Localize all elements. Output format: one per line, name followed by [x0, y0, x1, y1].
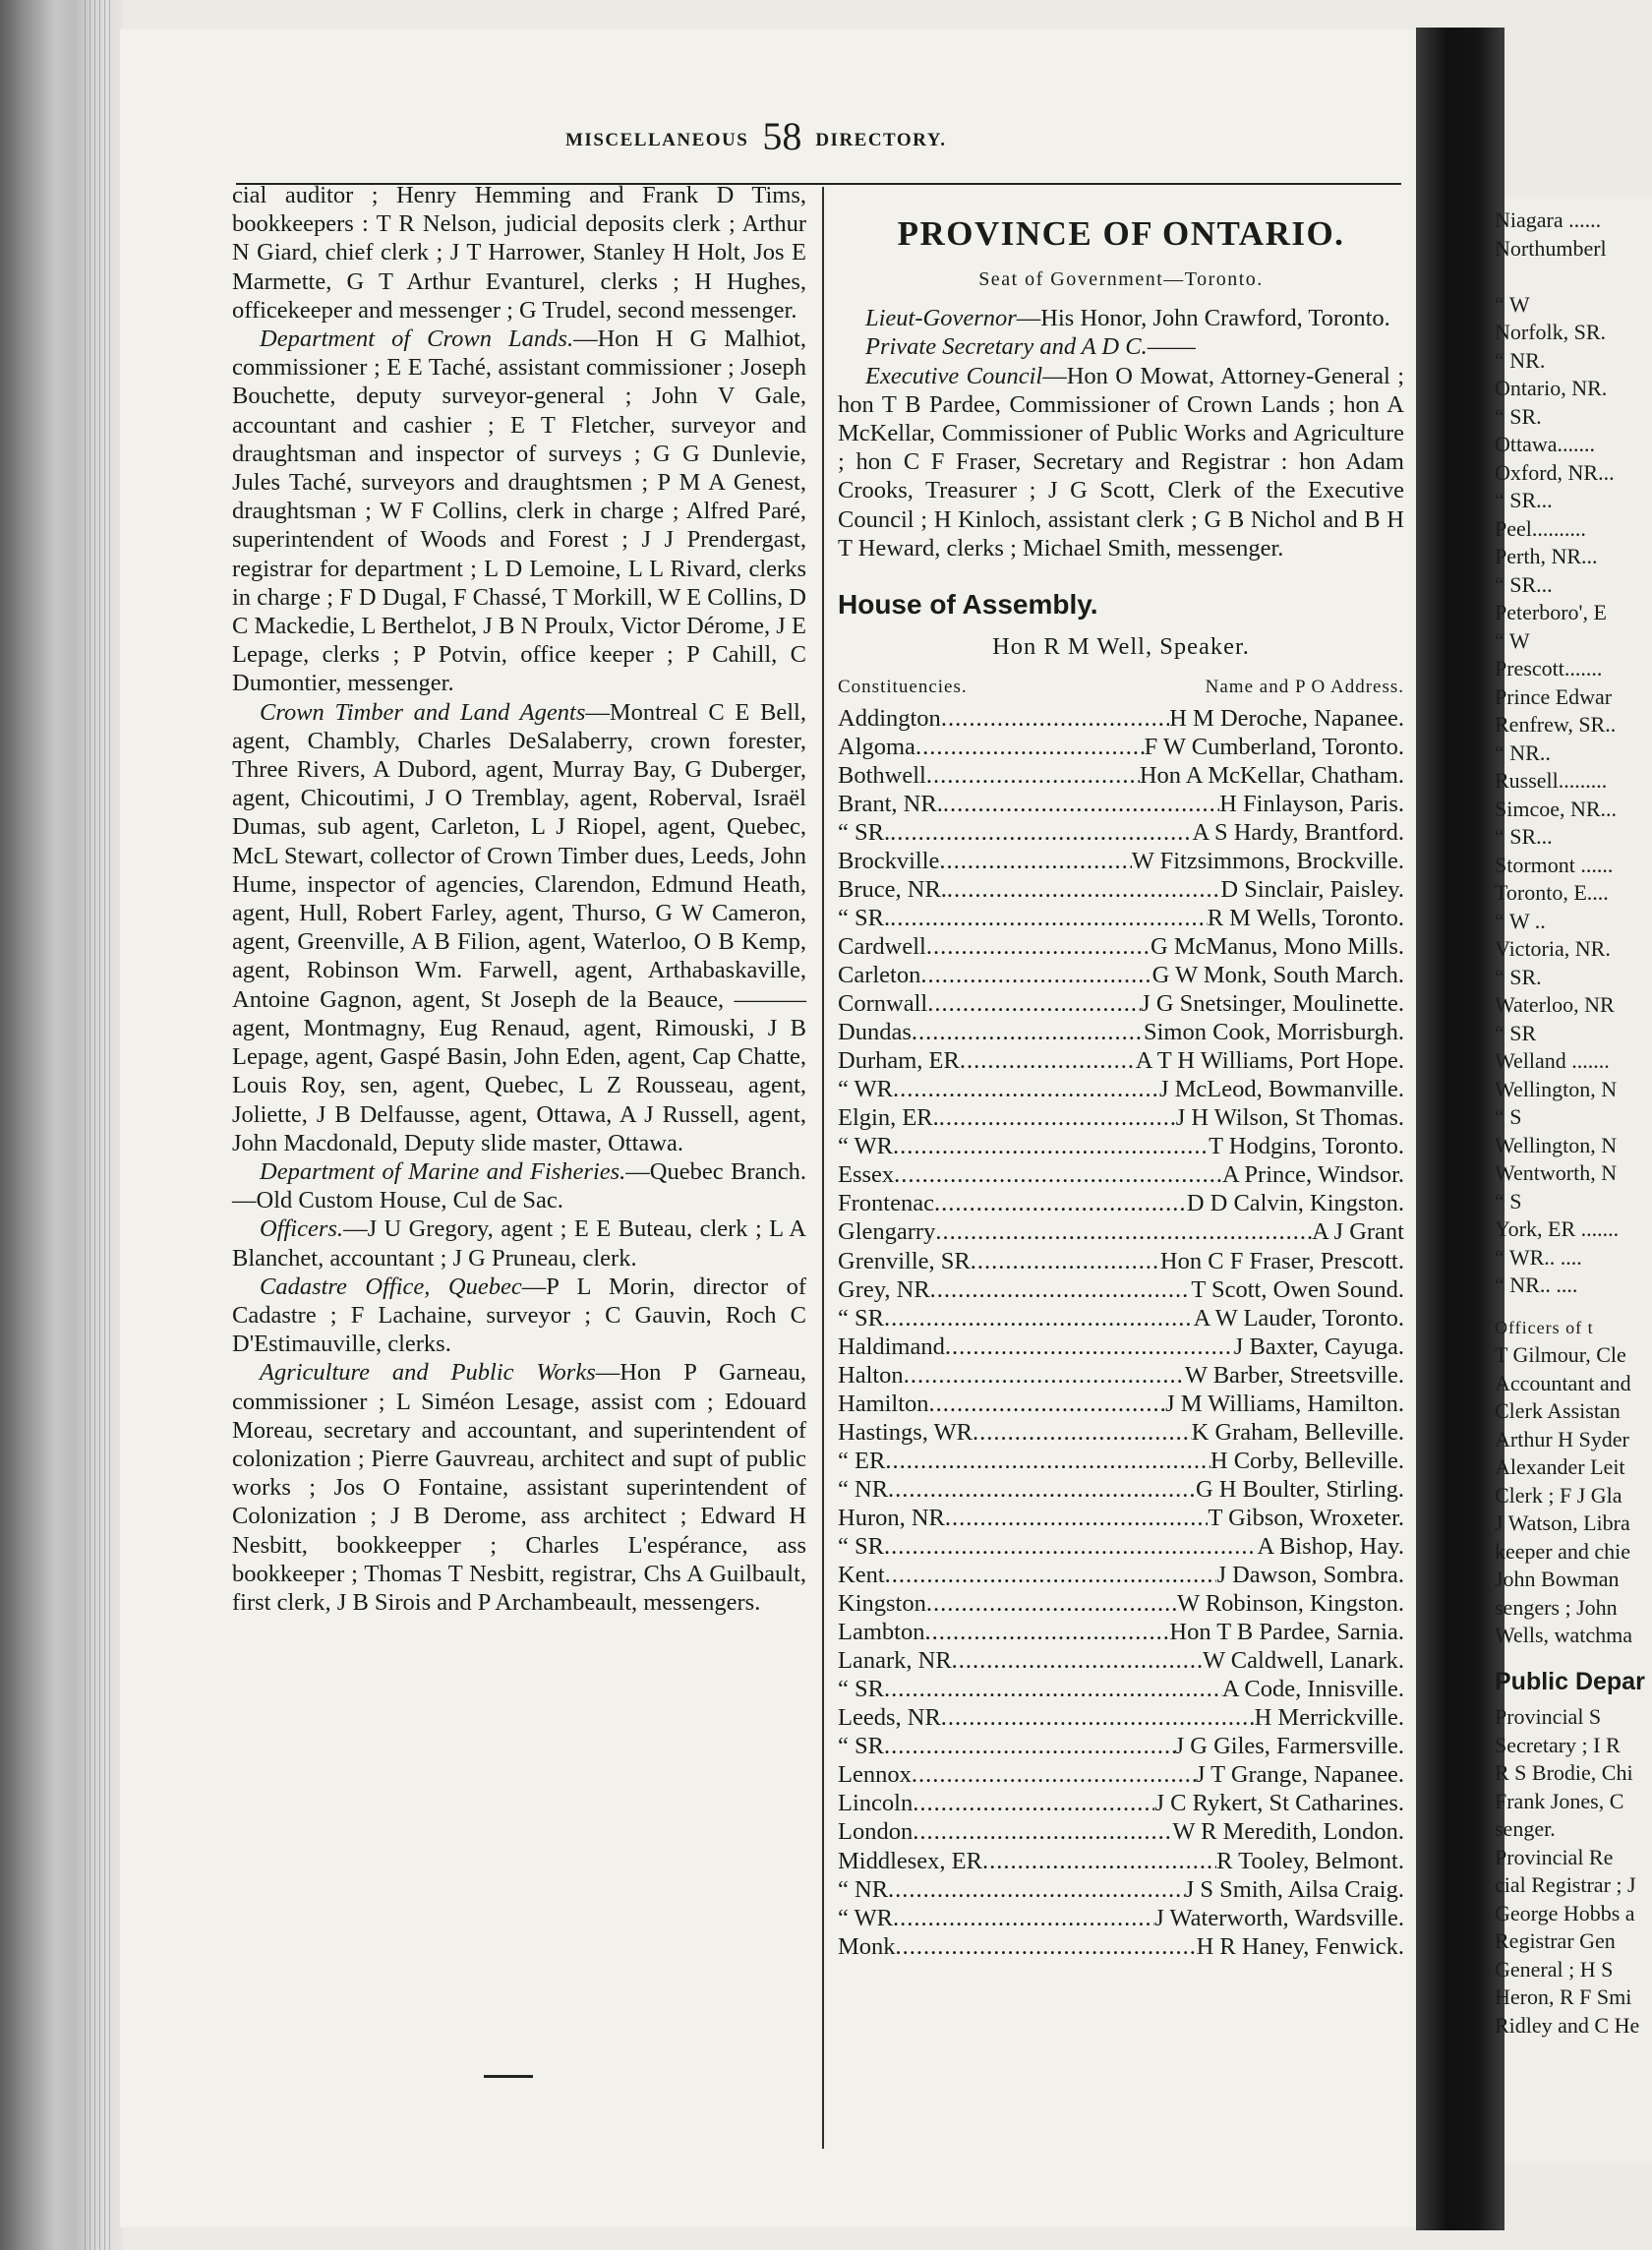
constituency-row — [838, 1732, 1404, 1760]
facing-line: “ WR.. .... — [1495, 1244, 1582, 1270]
facing-line: Northumberl — [1495, 235, 1607, 261]
constituency-name: Middlesex, ER — [838, 1847, 982, 1874]
member-name: H Merrickville. — [1254, 1704, 1404, 1732]
middle-column — [838, 181, 1404, 1961]
facing-line: Clerk Assistan — [1495, 1398, 1621, 1423]
member-name: K Graham, Belleville. — [1191, 1418, 1404, 1446]
facing-line — [1495, 263, 1652, 291]
section-head: Agriculture and Public Works — [260, 1359, 596, 1387]
constituency-row — [838, 704, 1404, 733]
book-gutter — [1416, 28, 1504, 2230]
member-name: J Waterworth, Wardsville. — [1154, 1904, 1404, 1931]
leader-dots — [913, 1789, 1154, 1817]
facing-line: “ NR. — [1495, 347, 1546, 373]
section-head: Crown Timber and Land Agents — [260, 698, 586, 726]
facing-line: Prince Edwar — [1495, 683, 1613, 709]
province-title: PROVINCE OF ONTARIO. — [897, 214, 1345, 253]
constituency-name: Kent — [838, 1562, 885, 1589]
constituency-name: “ WR — [838, 1904, 894, 1931]
leader-dots — [904, 1361, 1185, 1390]
member-name: H Finlayson, Paris. — [1219, 790, 1404, 817]
facing-line: Wellington, N — [1495, 1076, 1618, 1101]
member-name: J Baxter, Cayuga. — [1233, 1332, 1404, 1360]
constituency-name: Algoma — [838, 733, 915, 760]
constituency-name: Leeds, NR — [838, 1704, 941, 1732]
leader-dots — [885, 1447, 1210, 1475]
facing-officers — [1495, 1341, 1652, 1650]
constituency-row — [838, 1217, 1404, 1246]
leader-dots — [893, 1075, 1159, 1103]
member-name: J S Smith, Ailsa Craig. — [1184, 1875, 1404, 1903]
constituency-row — [838, 1189, 1404, 1217]
facing-line: senger. — [1495, 1816, 1556, 1841]
header-left: MISCELLANEOUS — [565, 130, 749, 150]
constituency-name: Lincoln — [838, 1790, 914, 1817]
member-name: W Robinson, Kingston. — [1177, 1590, 1404, 1618]
paragraph: cial auditor ; Henry Hemming and Frank D Tims, bookkeepers : T R Nelson, judicial deposits clerk ; Arthur N Giard, chief clerk ; J T Harrower, Stanley H Holt, Jos E Marmette, G T Arthur Evanturel, clerks ; H Hughes, officekeeper and messenger ; G Trudel, second messenger. — [232, 182, 806, 324]
constituency-row — [838, 1046, 1404, 1075]
facing-line: John Bowman — [1495, 1567, 1620, 1591]
constituency-name: Cornwall — [838, 990, 928, 1018]
member-name: D D Calvin, Kingston. — [1186, 1190, 1404, 1217]
constituency-row — [838, 1760, 1404, 1789]
facing-line: “ S — [1495, 1188, 1522, 1214]
section-head: Private Secretary and A D C. — [865, 333, 1148, 361]
member-name: R Tooley, Belmont. — [1216, 1847, 1404, 1874]
paragraph: Lieut-Governor—His Honor, John Crawford, Toronto. — [865, 305, 1390, 332]
constituency-name: Hamilton — [838, 1390, 929, 1417]
constituency-row — [838, 932, 1404, 961]
constituency-list — [838, 704, 1404, 1961]
facing-line: Renfrew, SR.. — [1495, 712, 1617, 737]
constituency-row — [838, 961, 1404, 989]
constituency-row — [838, 1018, 1404, 1046]
leader-dots — [912, 1760, 1196, 1789]
constituency-row — [838, 1504, 1404, 1532]
constituency-name: Lanark, NR — [838, 1647, 952, 1675]
constituency-row — [838, 1418, 1404, 1447]
member-name: W Caldwell, Lanark. — [1202, 1647, 1404, 1675]
constituency-row — [838, 761, 1404, 790]
leader-dots — [941, 704, 1169, 733]
list-header-right: Name and P O Address. — [1205, 677, 1404, 698]
member-name: Hon A McKellar, Chatham. — [1139, 761, 1404, 789]
public-dept-heading: Public Depar — [1495, 1667, 1645, 1695]
constituency-row — [838, 1361, 1404, 1390]
facing-line: “ S — [1495, 1104, 1522, 1129]
constituency-name: Monk — [838, 1932, 896, 1960]
leader-dots — [960, 1046, 1136, 1075]
leader-dots — [888, 1875, 1185, 1904]
leader-dots — [890, 904, 1208, 932]
leader-dots — [926, 1589, 1177, 1618]
constituency-name: “ SR — [838, 1676, 884, 1703]
facing-line: “ W .. — [1495, 908, 1546, 933]
facing-line: Wellington, N — [1495, 1132, 1618, 1157]
member-name: G McManus, Mono Mills. — [1150, 933, 1404, 961]
member-name: Hon T B Pardee, Sarnia. — [1169, 1619, 1404, 1646]
facing-line: “ SR... — [1495, 571, 1553, 597]
leader-dots — [884, 1675, 1222, 1703]
constituency-row — [838, 790, 1404, 818]
facing-line: “ SR... — [1495, 488, 1553, 512]
leader-dots — [884, 1532, 1258, 1561]
facing-line: Peterboro', E — [1495, 600, 1607, 624]
facing-line: sengers ; John — [1495, 1594, 1618, 1620]
constituency-name: Kingston — [838, 1590, 926, 1618]
member-name: A W Lauder, Toronto. — [1193, 1304, 1404, 1332]
facing-line: “ W — [1495, 627, 1530, 653]
constituency-name: Carleton — [838, 962, 921, 989]
leader-dots — [913, 1817, 1172, 1846]
leader-dots — [939, 847, 1131, 875]
constituency-row — [838, 1247, 1404, 1275]
constituency-row — [838, 1646, 1404, 1675]
leader-dots — [982, 1847, 1216, 1875]
member-name: J C Rykert, St Catharines. — [1154, 1790, 1404, 1817]
constituency-name: “ WR — [838, 1076, 894, 1103]
member-name: F W Cumberland, Toronto. — [1144, 733, 1404, 760]
member-name: J McLeod, Bowmanville. — [1158, 1076, 1404, 1103]
facing-public — [1495, 1703, 1652, 2040]
constituency-row — [838, 818, 1404, 847]
running-header — [565, 113, 946, 159]
member-name: D Sinclair, Paisley. — [1220, 875, 1404, 903]
constituency-name: “ SR. — [838, 818, 891, 846]
member-name: Hon C F Fraser, Prescott. — [1159, 1247, 1404, 1274]
leader-dots — [926, 932, 1150, 961]
facing-line: Norfolk, SR. — [1495, 320, 1607, 344]
constituency-name: Elgin, ER. — [838, 1104, 939, 1132]
column-divider — [822, 187, 824, 2149]
constituency-name: “ NR — [838, 1475, 889, 1503]
member-name: R M Wells, Toronto. — [1207, 904, 1404, 931]
leader-dots — [896, 1932, 1197, 1961]
section-head: Department of Crown Lands. — [260, 326, 574, 353]
member-name: T Gibson, Wroxeter. — [1208, 1504, 1404, 1531]
constituency-row — [838, 1703, 1404, 1732]
constituency-name: “ SR — [838, 1733, 884, 1760]
member-name: A Prince, Windsor. — [1221, 1161, 1404, 1189]
paragraph: Officers.—J U Gregory, agent ; E E Buteau, clerk ; L A Blanchet, accountant ; J G Pruneau, clerk. — [232, 1215, 806, 1272]
facing-line: “ SR. — [1495, 964, 1542, 989]
constituency-row — [838, 1304, 1404, 1332]
constituency-row — [838, 1075, 1404, 1103]
member-name: W Barber, Streetsville. — [1184, 1361, 1404, 1389]
facing-line: Ottawa....... — [1495, 432, 1596, 456]
member-name: J G Giles, Farmersville. — [1174, 1733, 1404, 1760]
constituency-row — [838, 1875, 1404, 1904]
constituency-name: Dundas — [838, 1019, 912, 1046]
facing-line: Oxford, NR... — [1495, 459, 1615, 485]
leader-dots — [888, 1475, 1196, 1504]
member-name: A Code, Innisville. — [1221, 1676, 1404, 1703]
leader-dots — [930, 1275, 1192, 1304]
constituency-row — [838, 1475, 1404, 1504]
leader-dots — [927, 989, 1141, 1018]
member-name: J T Grange, Napanee. — [1195, 1761, 1404, 1789]
paragraph: Agriculture and Public Works—Hon P Garneau, commissioner ; L Siméon Lesage, assist com ; Edouard Moreau, secretary and accountant, and superintendent of colonization ; Pierre Gauvreau, architect and supt of public works ; Jos O Fontaine, assistant superintendent of Colonization ; J B Derome, ass architect ; Edward H Nesbitt, bookkeepper ; Charles L'espérance, ass bookkeeper ; Thomas T Nesbitt, registrar, Chs A Guilbault, first clerk, J B Sirois and P Archambeault, messengers. — [232, 1359, 806, 1616]
facing-line: Ontario, NR. — [1495, 376, 1608, 400]
constituency-row — [838, 904, 1404, 932]
facing-line: T Gilmour, Cle — [1495, 1342, 1626, 1367]
leader-dots — [920, 961, 1151, 989]
leader-dots — [912, 1018, 1144, 1046]
constituency-name: Grey, NR — [838, 1275, 930, 1303]
constituency-name: London — [838, 1818, 914, 1846]
constituency-name: “ SR. — [838, 904, 891, 931]
paragraph: Crown Timber and Land Agents—Montreal C E Bell, agent, Chambly, Charles DeSalaberry, crown forester, Three Rivers, A Dubord, agent, Murray Bay, G Duberger, agent, Chicoutimi, J O Tremblay, agent, Roberval, Israël Dumas, sub agent, Carleton, L J Riopel, agent, Quebec, McL Stewart, collector of Crown Timber dues, Leeds, John Hume, inspector of agencies, Clarendon, Edmund Heath, agent, Hull, Robert Farley, agent, Thurso, G W Cameron, agent, Greenville, A B Filion, agent, Waterloo, O B Kemp, agent, Robinson Wm. Farwell, agent, Arthabaskaville, Antoine Gagnon, agent, St Joseph de la Beauce, ——— agent, Montmagny, Eug Renaud, agent, Rimouski, J B Lepage, agent, Gaspé Basin, John Eden, agent, Cap Chatte, Louis Roy, sen, agent, Quebec, L Z Rousseau, agent, Joliette, J B Delfausse, agent, Ottawa, A J Russell, agent, John Macdonald, Deputy slide master, Ottawa. — [232, 698, 806, 1156]
facing-line: Russell......... — [1495, 768, 1608, 793]
member-name: A J Grant — [1312, 1218, 1404, 1246]
constituency-name: Lambton — [838, 1619, 925, 1646]
facing-line: Welland ....... — [1495, 1048, 1610, 1073]
constituency-row — [838, 1904, 1404, 1932]
member-name: G H Boulter, Stirling. — [1195, 1475, 1404, 1503]
member-name: H R Haney, Fenwick. — [1196, 1932, 1404, 1960]
constituency-row — [838, 1847, 1404, 1875]
facing-line: “ SR — [1495, 1020, 1537, 1045]
facing-line: Toronto, E.... — [1495, 880, 1609, 905]
facing-line: Heron, R F Smi — [1495, 1984, 1632, 2009]
section-head: Cadastre Office, Quebec — [260, 1273, 522, 1300]
constituency-row — [838, 875, 1404, 904]
constituency-name: Addington — [838, 704, 941, 732]
paragraph: Department of Marine and Fisheries.—Quebec Branch.—Old Custom House, Cul de Sac. — [232, 1157, 806, 1214]
constituency-row — [838, 1447, 1404, 1475]
member-name: J H Wilson, St Thomas. — [1175, 1104, 1404, 1132]
leader-dots — [885, 1561, 1217, 1589]
facing-line: J Watson, Libra — [1495, 1510, 1630, 1535]
facing-line: Prescott....... — [1495, 656, 1603, 681]
facing-line: Accountant and — [1495, 1370, 1631, 1395]
facing-line: Alexander Leit — [1495, 1454, 1625, 1479]
constituency-row — [838, 847, 1404, 875]
facing-line: Provincial S — [1495, 1704, 1602, 1729]
leader-dots — [890, 818, 1192, 847]
constituency-row — [838, 1561, 1404, 1589]
paragraph: Cadastre Office, Quebec—P L Morin, director of Cadastre ; F Lachaine, surveyor ; C Gauvin, Roch C D'Estimauville, clerks. — [232, 1273, 806, 1358]
leader-dots — [935, 1217, 1312, 1246]
member-name: Simon Cook, Morrisburgh. — [1144, 1019, 1404, 1046]
leader-dots — [971, 1247, 1160, 1275]
facing-page-text — [1495, 207, 1652, 2040]
facing-line: General ; H S — [1495, 1956, 1614, 1982]
constituency-name: Bruce, NR. — [838, 875, 947, 903]
member-name: J M Williams, Hamilton. — [1165, 1390, 1404, 1417]
paragraph: Executive Council—Hon O Mowat, Attorney-General ; hon T B Pardee, Commissioner of Crown Lands ; hon A McKellar, Commissioner of Public Works and Agriculture ; hon C F Fraser, Secretary and Registrar : hon Adam Crooks, Treasurer ; J G Scott, Clerk of the Executive Council ; H Kinloch, assistant clerk ; G B Nichol and B H T Heward, clerks ; Michael Smith, messenger. — [838, 362, 1405, 562]
member-name: W Fitzsimmons, Brockville. — [1131, 847, 1404, 874]
end-rule — [484, 2075, 533, 2078]
facing-line: Wentworth, N — [1495, 1160, 1618, 1185]
facing-line: Secretary ; I R — [1495, 1732, 1621, 1757]
constituency-name: “ NR — [838, 1875, 889, 1903]
list-header-left: Constituencies. — [838, 677, 968, 698]
constituency-name: Bothwell — [838, 761, 926, 789]
constituency-name: “ SR — [838, 1533, 884, 1560]
facing-line: Stormont ...... — [1495, 852, 1614, 877]
constituency-row — [838, 1275, 1404, 1304]
leader-dots — [926, 761, 1140, 790]
leader-dots — [924, 1618, 1169, 1646]
leader-dots — [894, 1160, 1222, 1189]
speaker-line: Hon R M Well, Speaker. — [992, 633, 1250, 661]
member-name: H Corby, Belleville. — [1210, 1447, 1404, 1474]
constituency-name: Essex — [838, 1161, 895, 1189]
assembly-heading: House of Assembly. — [838, 589, 1098, 621]
constituency-name: Halton — [838, 1361, 904, 1389]
constituency-row — [838, 1103, 1404, 1132]
officers-heading: Officers of t — [1495, 1317, 1594, 1337]
constituency-name: Huron, NR — [838, 1504, 945, 1531]
constituency-row — [838, 1160, 1404, 1189]
section-head: Officers. — [260, 1215, 344, 1243]
facing-line: Registrar Gen — [1495, 1928, 1616, 1953]
leader-dots — [893, 1904, 1154, 1932]
leader-dots — [943, 790, 1219, 818]
section-head: Executive Council — [865, 362, 1043, 389]
constituency-row — [838, 1932, 1404, 1961]
constituency-name: Lennox — [838, 1761, 912, 1789]
leader-dots — [893, 1132, 1209, 1160]
facing-line: “ NR.. .... — [1495, 1273, 1578, 1297]
paragraph: Private Secretary and A D C.—— — [865, 333, 1196, 361]
leader-dots — [952, 1646, 1203, 1675]
header-right: DIRECTORY. — [815, 130, 947, 150]
member-name: T Scott, Owen Sound. — [1191, 1275, 1404, 1303]
constituency-row — [838, 733, 1404, 761]
constituency-row — [838, 1675, 1404, 1703]
facing-line: Perth, NR... — [1495, 544, 1598, 568]
leader-dots — [945, 1332, 1234, 1361]
facing-line: Clerk ; F J Gla — [1495, 1482, 1622, 1508]
facing-line: Waterloo, NR — [1495, 992, 1615, 1017]
leader-dots — [973, 1418, 1192, 1447]
constituency-name: Grenville, SR — [838, 1247, 971, 1274]
constituency-name: Glengarry — [838, 1218, 936, 1246]
section-head: Department of Marine and Fisheries. — [260, 1157, 626, 1185]
constituency-name: Cardwell — [838, 933, 926, 961]
facing-line: Niagara ...... — [1495, 207, 1602, 232]
constituency-row — [838, 989, 1404, 1018]
member-name: H M Deroche, Napanee. — [1169, 704, 1404, 732]
leader-dots — [947, 875, 1220, 904]
list-header — [838, 673, 1404, 701]
leader-dots — [884, 1304, 1194, 1332]
facing-line: “ SR. — [1495, 403, 1542, 429]
page-edges — [85, 0, 114, 2250]
member-name: J Dawson, Sombra. — [1216, 1562, 1404, 1589]
facing-line: Victoria, NR. — [1495, 936, 1611, 961]
constituency-name: Brockville — [838, 847, 940, 874]
facing-line: York, ER ....... — [1495, 1216, 1620, 1241]
facing-line: “ SR... — [1495, 824, 1553, 849]
member-name: J G Snetsinger, Moulinette. — [1141, 990, 1404, 1018]
member-name: A Bishop, Hay. — [1257, 1533, 1404, 1560]
constituency-name: Brant, NR. — [838, 790, 943, 817]
facing-list — [1495, 207, 1652, 1300]
constituency-row — [838, 1817, 1404, 1846]
facing-line: Simcoe, NR... — [1495, 796, 1618, 821]
member-name: A T H Williams, Port Hope. — [1135, 1047, 1404, 1075]
constituency-row — [838, 1789, 1404, 1817]
facing-line: Arthur H Syder — [1495, 1426, 1629, 1451]
leader-dots — [941, 1703, 1255, 1732]
facing-line: Wells, watchma — [1495, 1623, 1632, 1647]
constituency-name: Haldimand — [838, 1332, 945, 1360]
constituency-row — [838, 1390, 1404, 1418]
constituency-name: “ WR — [838, 1133, 894, 1160]
facing-line: R S Brodie, Chi — [1495, 1760, 1633, 1785]
constituency-row — [838, 1532, 1404, 1561]
facing-line: “ W — [1495, 291, 1530, 317]
facing-line: “ NR.. — [1495, 740, 1551, 765]
member-name: G W Monk, South March. — [1151, 962, 1404, 989]
leader-dots — [929, 1390, 1166, 1418]
constituency-name: Hastings, WR — [838, 1418, 974, 1446]
constituency-row — [838, 1589, 1404, 1618]
section-head: Lieut-Governor — [865, 305, 1017, 332]
constituency-name: “ SR — [838, 1304, 884, 1332]
member-name: A S Hardy, Brantford. — [1192, 818, 1404, 846]
leader-dots — [939, 1103, 1176, 1132]
leader-dots — [934, 1189, 1187, 1217]
member-name: T Hodgins, Toronto. — [1209, 1133, 1404, 1160]
leader-dots — [915, 733, 1145, 761]
facing-line: Ridley and C He — [1495, 2012, 1640, 2038]
leader-dots — [884, 1732, 1175, 1760]
facing-line: Provincial Re — [1495, 1844, 1614, 1869]
paragraph: Department of Crown Lands.—Hon H G Malhiot, commissioner ; E E Taché, assistant commissioner ; Joseph Bouchette, deputy surveyor-general ; John V Gale, accountant and cashier ; E T Fletcher, surveyor and draughtsman and inspector of surveys ; G G Dunlevie, Jules Taché, surveyors and draughtsmen ; P M A Genest, draughtsman ; W F Collins, clerk in charge ; Alfred Paré, superintendent of Woods and Forest ; J J Prendergast, registrar for department ; L D Lemoine, L L Rivard, clerks in charge ; F D Dugal, F Chassé, T Morkill, W E Collins, D C Mackedie, L Berthelot, J B N Proulx, Victor Dérome, J E Lepage, clerks ; P Potvin, office keeper ; P Cahill, C Dumontier, messenger. — [232, 326, 806, 697]
constituency-name: “ ER — [838, 1447, 886, 1474]
facing-line: Peel.......... — [1495, 515, 1586, 541]
page-number: 58 — [762, 114, 802, 158]
leader-dots — [945, 1504, 1209, 1532]
facing-line: Frank Jones, C — [1495, 1788, 1624, 1813]
constituency-name: Frontenac — [838, 1190, 934, 1217]
facing-line: cial Registrar ; J — [1495, 1872, 1636, 1897]
seat-of-government: Seat of Government—Toronto. — [978, 268, 1264, 290]
facing-line: keeper and chie — [1495, 1538, 1631, 1564]
facing-line: George Hobbs a — [1495, 1900, 1635, 1925]
constituency-row — [838, 1618, 1404, 1646]
constituency-name: Durham, ER — [838, 1047, 960, 1075]
member-name: W R Meredith, London. — [1172, 1818, 1404, 1846]
constituency-row — [838, 1132, 1404, 1160]
left-column — [232, 181, 806, 1617]
constituency-row — [838, 1332, 1404, 1361]
